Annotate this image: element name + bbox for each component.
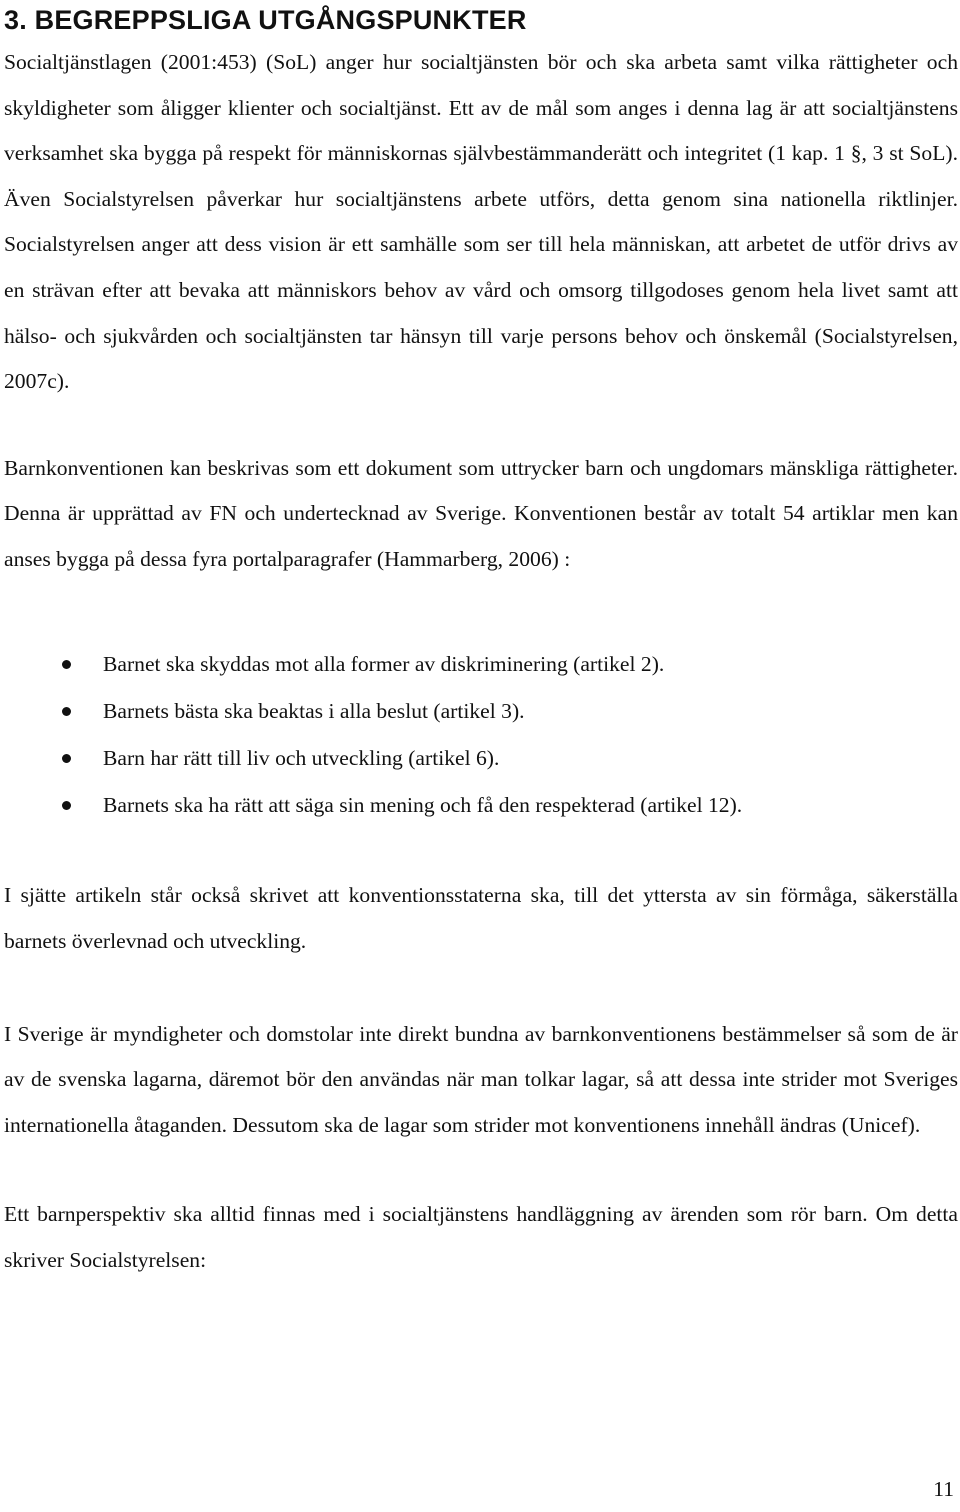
bullet-icon bbox=[62, 801, 71, 810]
bullet-icon bbox=[62, 707, 71, 716]
page-number: 11 bbox=[933, 1477, 954, 1501]
bullet-icon bbox=[62, 660, 71, 669]
paragraph-socialtjanstlagen: Socialtjänstlagen (2001:453) (SoL) anger hur socialtjänsten bör och ska arbeta samt vilka rättigheter och skyldigheter som åligger klienter och socialtjänst. Ett av de mål som anges i denna lag är att socialtjänstens verksamhet ska bygga på respekt för människornas självbestämmanderätt och integritet (1 kap. 1 §, 3 st SoL). Även Socialstyrelsen påverkar hur socialtjänstens arbete utförs, detta genom sina nationella riktlinjer. Socialstyrelsen anger att dess vision är ett samhälle som ser till hela människan, att arbetet de utför drivs av en strävan efter att bevaka att människors behov av vård och omsorg tillgodoses genom hela livet samt att hälso- och sjukvården och socialtjänsten tar hänsyn till varje persons behov och önskemål (Socialstyrelsen, 2007c). bbox=[4, 50, 958, 394]
list-item bbox=[4, 782, 958, 829]
list-item-text: Barnets bästa ska beaktas i alla beslut (artikel 3). bbox=[103, 698, 525, 723]
list-item-text: Barnets ska ha rätt att säga sin mening och få den respekterad (artikel 12). bbox=[103, 793, 743, 818]
bullet-icon bbox=[62, 754, 71, 763]
document-page bbox=[4, 0, 958, 1284]
list-item bbox=[4, 641, 958, 688]
list-item-text: Barn har rätt till liv och utveckling (artikel 6). bbox=[103, 745, 500, 770]
list-item bbox=[4, 735, 958, 782]
paragraph-barnkonventionen: Barnkonventionen kan beskrivas som ett dokument som uttrycker barn och ungdomars mänskliga rättigheter. Denna är upprättad av FN och undertecknad av Sverige. Konventionen består av totalt 54 artiklar men kan anses bygga på dessa fyra portalparagrafer (Hammarberg, 2006) : bbox=[4, 455, 958, 571]
section-heading: 3. BEGREPPSLIGA UTGÅNGSPUNKTER bbox=[4, 5, 527, 35]
paragraph-sjatte-artikeln: I sjätte artikeln står också skrivet att konventionsstaterna ska, till det yttersta av sin förmåga, säkerställa barnets överlevnad och utveckling. bbox=[4, 883, 958, 953]
list-item bbox=[4, 688, 958, 735]
paragraph-barnperspektiv: Ett barnperspektiv ska alltid finnas med i socialtjänstens handläggning av ärenden som rör barn. Om detta skriver Socialstyrelsen: bbox=[4, 1202, 958, 1272]
portalparagrafer-list bbox=[4, 641, 958, 830]
paragraph-sverige-myndigheter: I Sverige är myndigheter och domstolar inte direkt bundna av barnkonventionens bestämmelser så som de är av de svenska lagarna, däremot bör den användas när man tolkar lagar, så att dessa inte strider mot Sveriges internationella åtaganden. Dessutom ska de lagar som strider mot konventionens innehåll ändras (Unicef). bbox=[4, 1021, 958, 1137]
list-item-text: Barnet ska skyddas mot alla former av diskriminering (artikel 2). bbox=[103, 651, 665, 676]
